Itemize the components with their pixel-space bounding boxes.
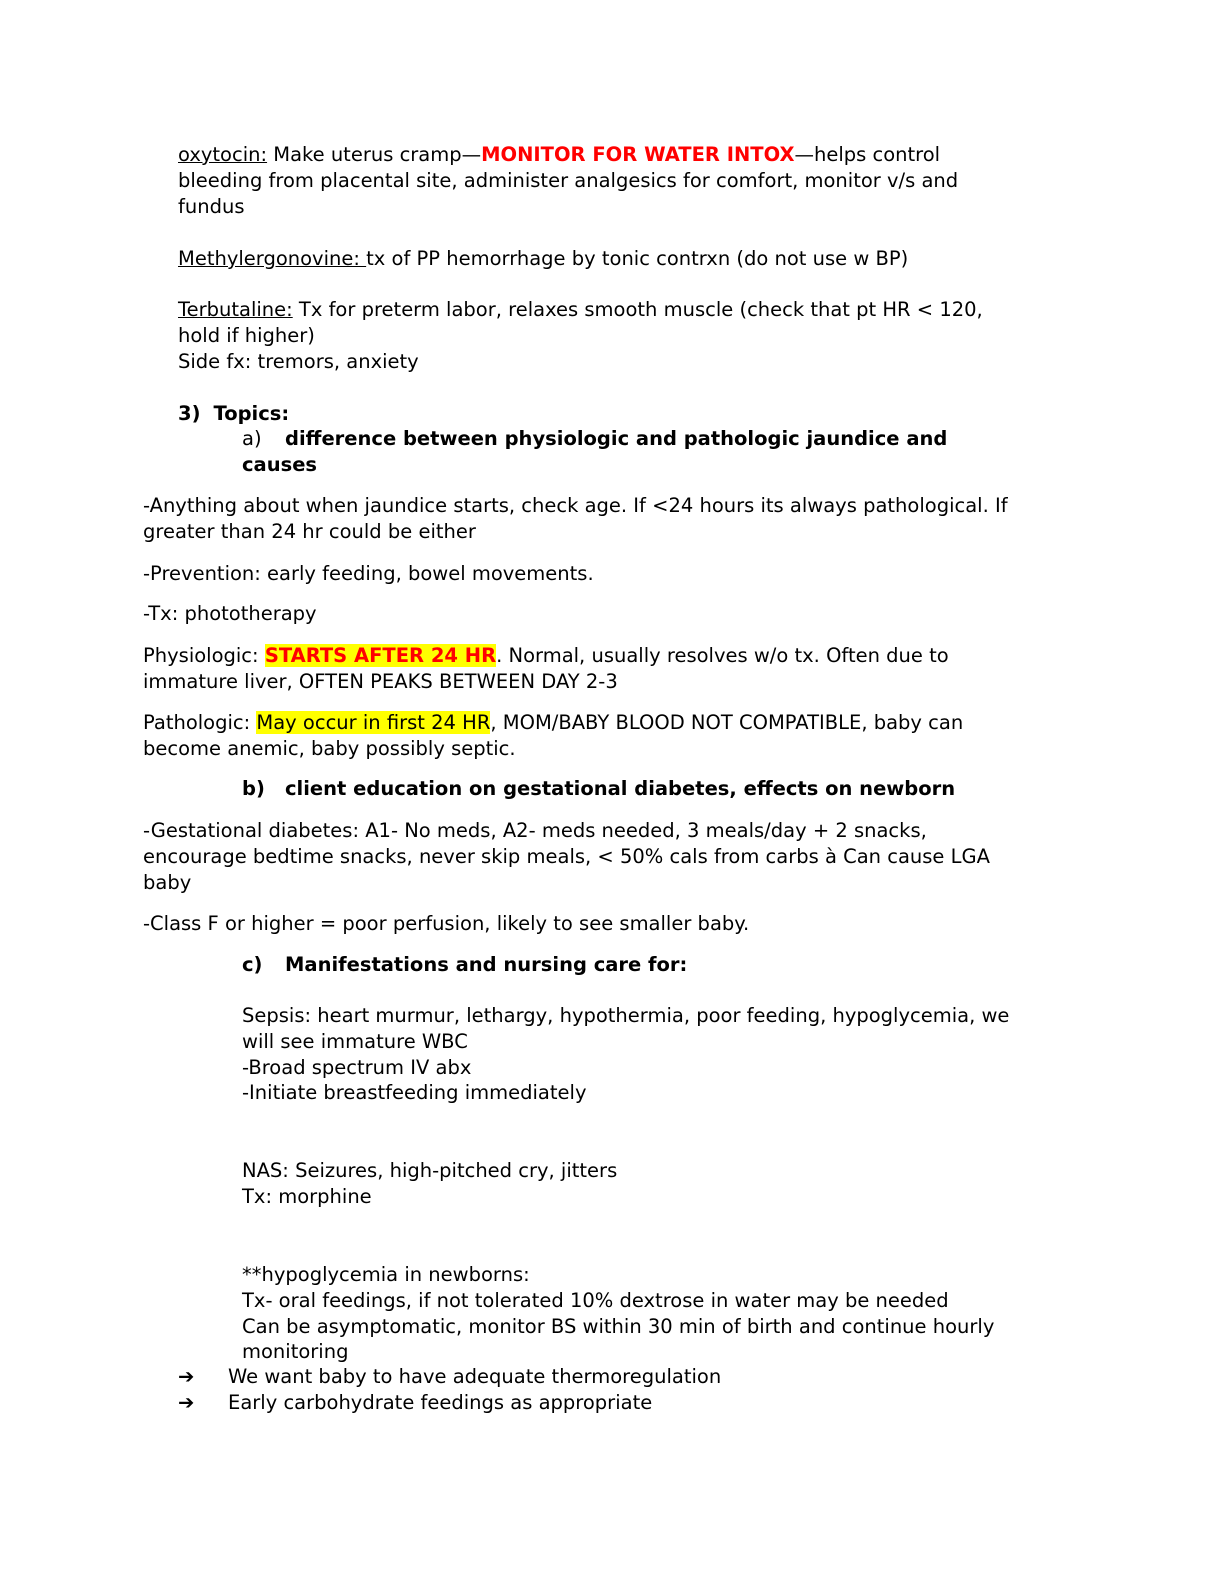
pathologic-highlight: May occur in first 24 HR: [256, 711, 491, 734]
jaundice-onset-1: -Anything about when jaundice starts, check age. If <24 hours its always pathological. If: [143, 494, 1008, 517]
hypoglycemia-line-4: monitoring: [242, 1340, 349, 1363]
hypoglycemia-heading: **hypoglycemia in newborns:: [242, 1263, 530, 1286]
terbutaline-line-1: [178, 297, 983, 323]
arrow-bullet-icon: ➔: [178, 1365, 195, 1388]
sepsis-line-1: Sepsis: heart murmur, lethargy, hypothermia, poor feeding, hypoglycemia, we: [242, 1004, 1010, 1027]
methylergonovine-line: [178, 246, 908, 272]
oxytocin-line-1: [178, 142, 940, 168]
oxytocin-text-post: —helps control: [794, 143, 941, 166]
nas-line-1: NAS: Seizures, high-pitched cry, jitters: [242, 1159, 618, 1182]
pathologic-text: , MOM/BABY BLOOD NOT COMPATIBLE, baby can: [490, 711, 964, 734]
sepsis-abx: -Broad spectrum IV abx: [242, 1056, 472, 1079]
oxytocin-label: oxytocin:: [178, 143, 268, 166]
nas-treatment: Tx: morphine: [242, 1185, 372, 1208]
methylergonovine-label: Methylergonovine:: [178, 247, 367, 270]
sepsis-breastfeeding: -Initiate breastfeeding immediately: [242, 1081, 587, 1104]
terbutaline-side-effects: Side fx: tremors, anxiety: [178, 350, 419, 373]
hypoglycemia-line-2: Tx- oral feedings, if not tolerated 10% dextrose in water may be needed: [242, 1289, 949, 1312]
oxytocin-text: Make uterus cramp—: [267, 143, 482, 166]
terbutaline-label: Terbutaline:: [178, 298, 293, 321]
bullet-thermoregulation: We want baby to have adequate thermoregulation: [228, 1365, 722, 1388]
topic-c-letter: c): [242, 953, 263, 976]
topics-heading: [178, 401, 289, 427]
jaundice-onset-2: greater than 24 hr could be either: [143, 520, 476, 543]
pathologic-line-2: become anemic, baby possibly septic.: [143, 737, 516, 760]
gdm-line-1: -Gestational diabetes: A1- No meds, A2- meds needed, 3 meals/day + 2 snacks,: [143, 819, 927, 842]
bullet-carb-feedings: Early carbohydrate feedings as appropriate: [228, 1391, 653, 1414]
physiologic-line-1: [143, 643, 949, 669]
gdm-line-3: baby: [143, 871, 192, 894]
jaundice-treatment: -Tx: phototherapy: [143, 602, 317, 625]
topic-a-title-1: difference between physiologic and pathologic jaundice and: [285, 427, 948, 450]
physiologic-line-2: immature liver, OFTEN PEAKS BETWEEN DAY 2-3: [143, 670, 618, 693]
methylergonovine-text: tx of PP hemorrhage by tonic contrxn (do not use w BP): [366, 247, 909, 270]
pathologic-line-1: [143, 710, 963, 736]
jaundice-prevention: -Prevention: early feeding, bowel movements.: [143, 562, 594, 585]
terbutaline-line-2: hold if higher): [178, 324, 315, 347]
oxytocin-line-2: bleeding from placental site, administer analgesics for comfort, monitor v/s and: [178, 169, 959, 192]
gdm-line-2: encourage bedtime snacks, never skip meals, < 50% cals from carbs à Can cause LGA: [143, 845, 990, 868]
physiologic-label: Physiologic:: [143, 644, 265, 667]
topic-c-title: Manifestations and nursing care for:: [285, 953, 688, 976]
hypoglycemia-line-3: Can be asymptomatic, monitor BS within 30 min of birth and continue hourly: [242, 1315, 995, 1338]
water-intox-warning: MONITOR FOR WATER INTOX: [481, 143, 795, 166]
topic-b-title: client education on gestational diabetes, effects on newborn: [285, 777, 956, 800]
pathologic-label: Pathologic:: [143, 711, 257, 734]
gdm-class-f: -Class F or higher = poor perfusion, likely to see smaller baby.: [143, 912, 750, 935]
topics-number: 3): [178, 402, 201, 425]
physiologic-text: . Normal, usually resolves w/o tx. Often due to: [496, 644, 949, 667]
physiologic-highlight: STARTS AFTER 24 HR: [264, 644, 497, 667]
topics-title: Topics:: [213, 402, 290, 425]
arrow-bullet-icon: ➔: [178, 1391, 195, 1414]
terbutaline-text: Tx for preterm labor, relaxes smooth muscle (check that pt HR < 120,: [292, 298, 983, 321]
topic-b-letter: b): [242, 777, 265, 800]
oxytocin-line-3: fundus: [178, 195, 245, 218]
sepsis-line-2: will see immature WBC: [242, 1030, 468, 1053]
topic-a-letter: a): [242, 427, 262, 450]
topic-a-title-2: causes: [242, 453, 318, 476]
